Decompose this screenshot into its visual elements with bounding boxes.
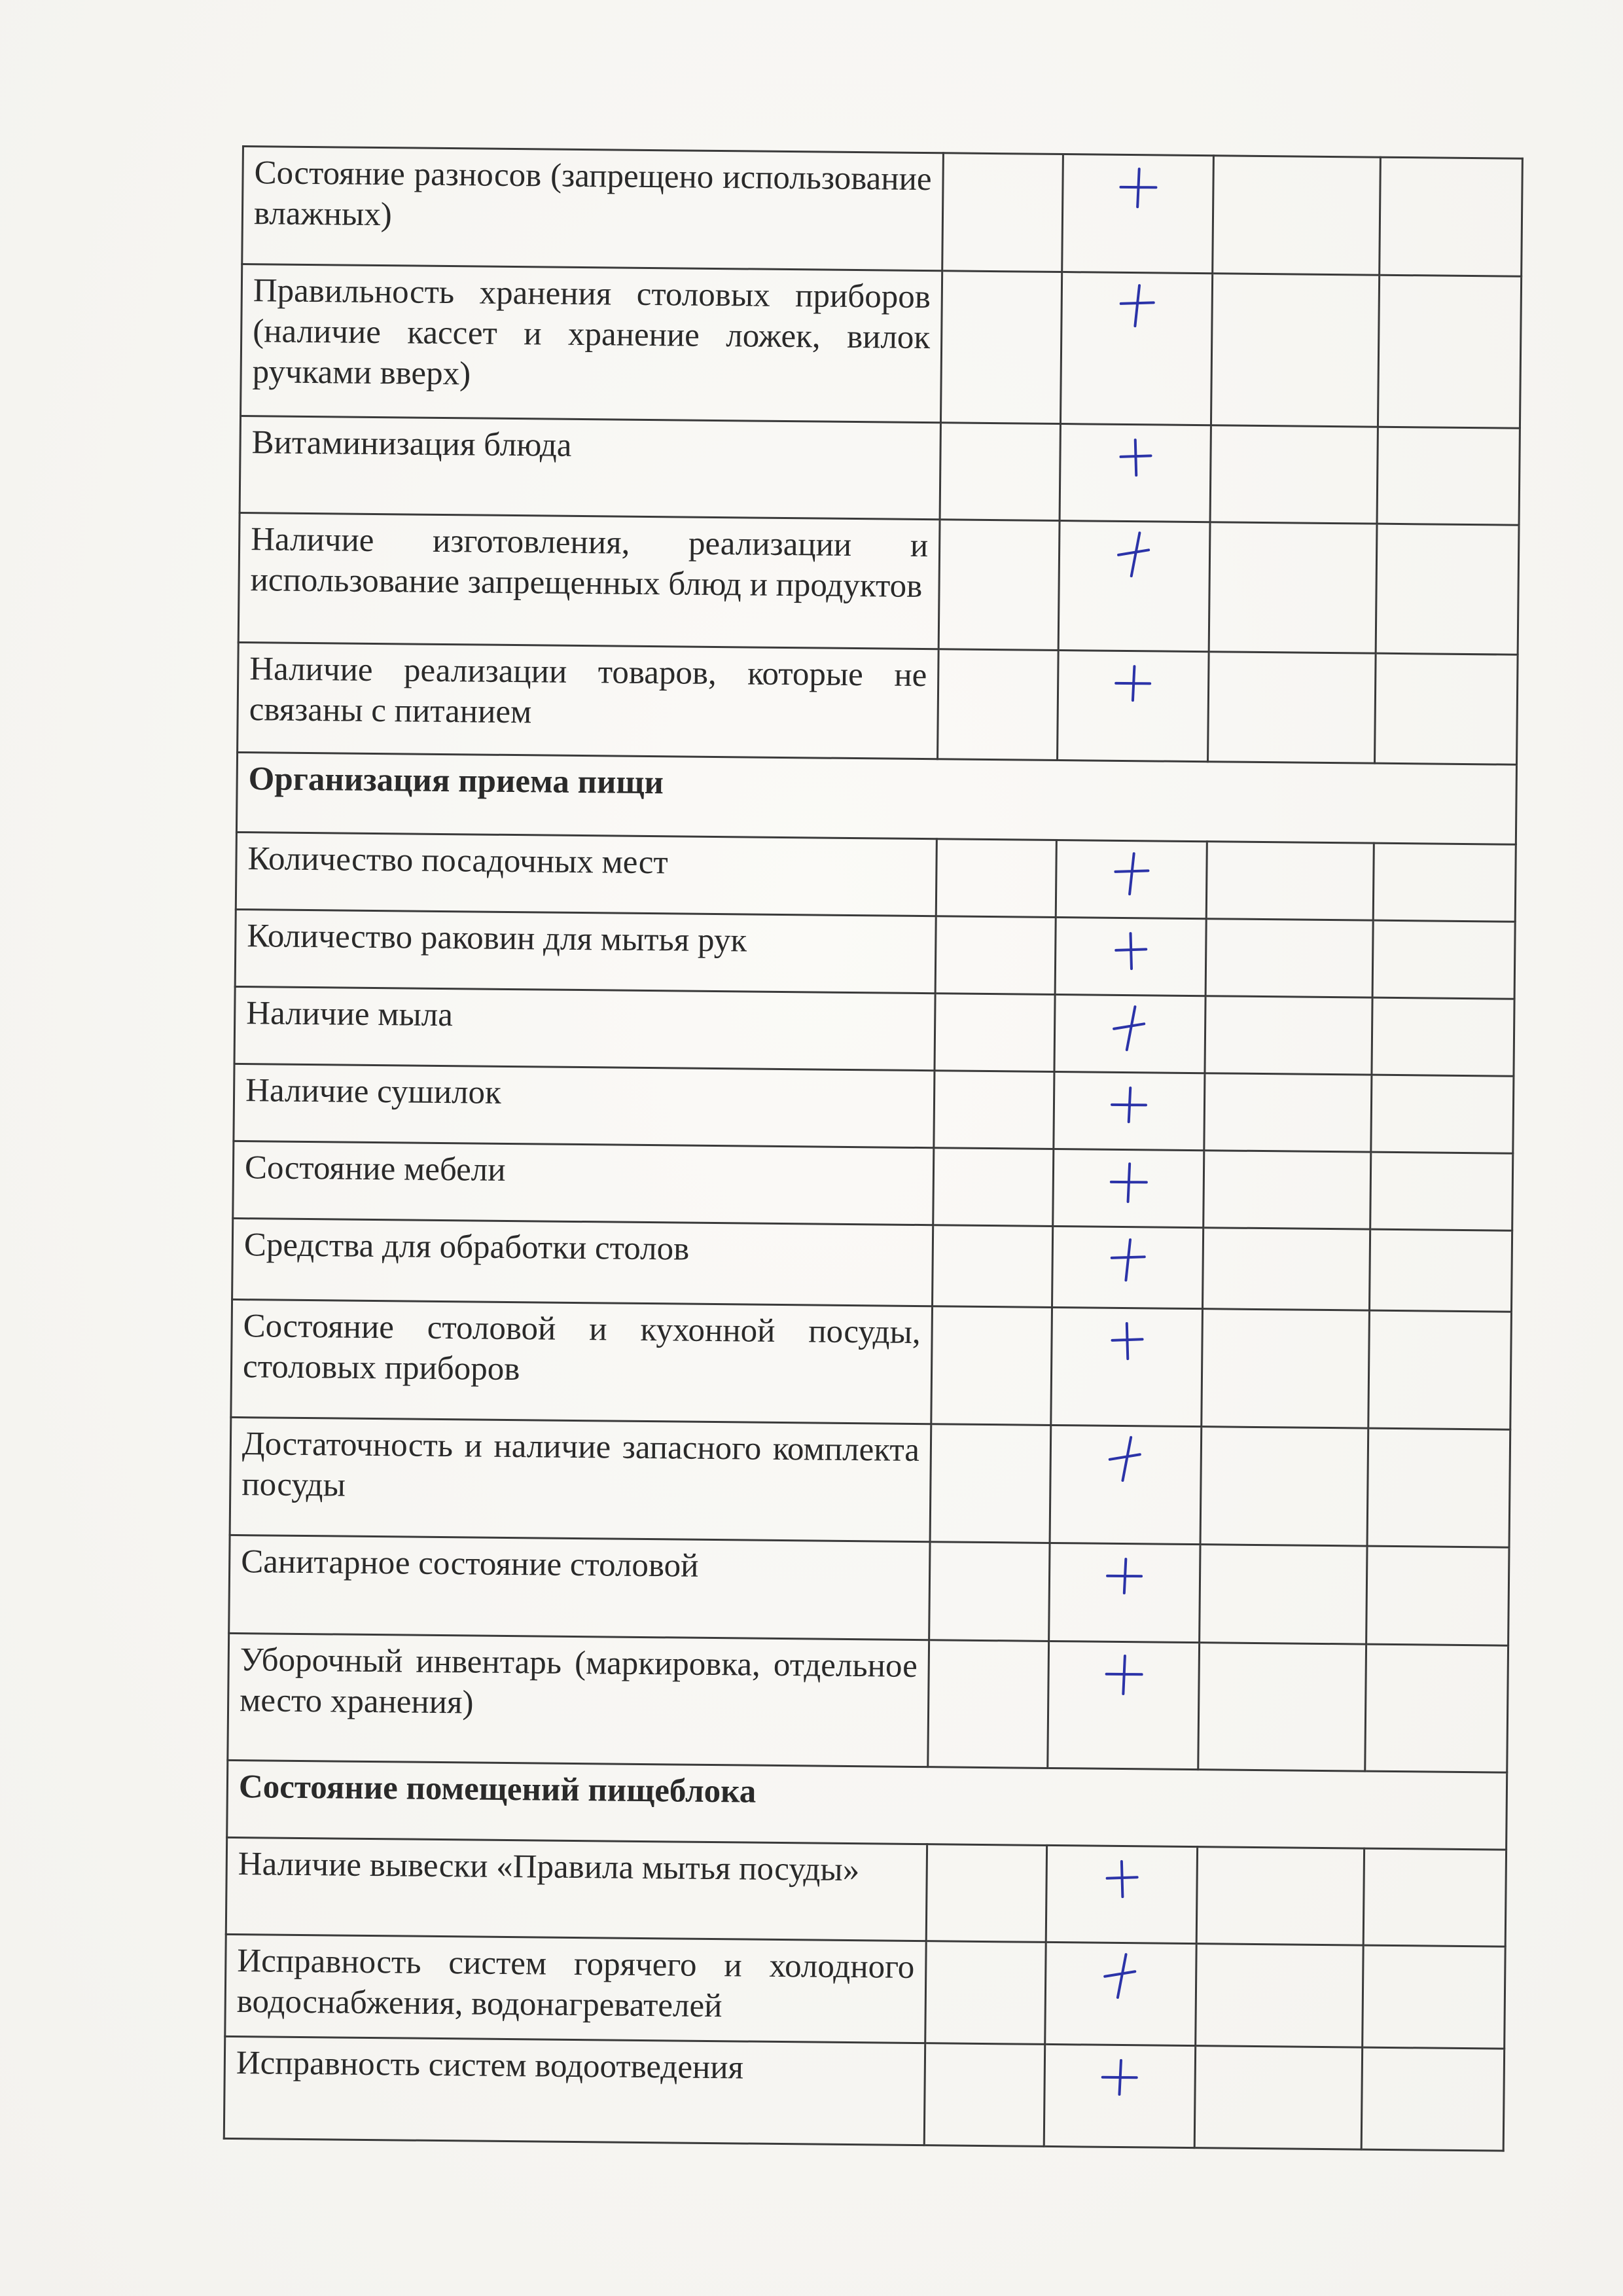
compliance-mark-cell — [1046, 1845, 1197, 1943]
criterion-text: Санитарное состояние столовой — [229, 1535, 930, 1640]
checklist-row — [226, 1837, 1506, 1946]
empty-cell — [1378, 275, 1521, 428]
criterion-text: Наличие реализации товаров, которые не связаны с питанием — [238, 642, 939, 759]
criterion-text: Исправность систем водоотведения — [224, 2036, 925, 2145]
criterion-text: Уборочный инвентарь (маркировка, отдельное место хранения) — [228, 1633, 929, 1767]
empty-cell — [1204, 1073, 1372, 1152]
handwritten-plus-mark — [1097, 2051, 1143, 2104]
checklist-row — [225, 1934, 1505, 2049]
criterion-text: Состояние разносов (запрещено использование влажных) — [242, 147, 944, 271]
criterion-text: Витаминизация блюда — [240, 416, 940, 519]
criterion-text: Наличие вывески «Правила мытья посуды» — [226, 1837, 927, 1941]
section-row — [236, 752, 1516, 844]
empty-cell — [1372, 997, 1514, 1076]
empty-cell — [1370, 1152, 1513, 1230]
compliance-mark-cell — [1053, 1149, 1204, 1227]
empty-cell — [1367, 1428, 1510, 1547]
checklist-row — [234, 986, 1514, 1076]
empty-cell — [940, 423, 1060, 521]
empty-cell — [1209, 522, 1377, 653]
compliance-mark-cell — [1044, 2044, 1195, 2147]
compliance-mark-cell — [1051, 1307, 1203, 1426]
criterion-text: Количество раковин для мытья рук — [235, 909, 936, 993]
empty-cell — [936, 839, 1056, 918]
compliance-mark-cell — [1060, 272, 1212, 425]
handwritten-plus-mark — [1113, 431, 1159, 484]
empty-cell — [1205, 919, 1373, 997]
compliance-mark-cell — [1049, 1543, 1200, 1642]
empty-cell — [925, 1941, 1046, 2045]
handwritten-plus-mark — [1101, 1648, 1147, 1701]
compliance-mark-cell — [1054, 1071, 1205, 1150]
compliance-mark-cell — [1048, 1641, 1200, 1769]
empty-cell — [933, 1148, 1054, 1227]
checklist-row — [242, 147, 1523, 277]
empty-cell — [1196, 1847, 1364, 1945]
inspection-checklist-table — [223, 145, 1524, 2152]
empty-cell — [1208, 652, 1376, 763]
empty-cell — [934, 1071, 1054, 1149]
empty-cell — [935, 994, 1055, 1072]
empty-cell — [1372, 920, 1515, 999]
checklist-row — [235, 909, 1515, 999]
handwritten-plus-mark — [1101, 1550, 1148, 1603]
empty-cell — [1368, 1310, 1512, 1429]
empty-cell — [1203, 1228, 1370, 1310]
empty-cell — [1205, 996, 1372, 1075]
handwritten-plus-mark — [1106, 1079, 1152, 1132]
section-row — [227, 1760, 1507, 1850]
empty-cell — [1200, 1545, 1367, 1644]
empty-cell — [933, 1225, 1053, 1308]
compliance-mark-cell — [1050, 1425, 1202, 1544]
compliance-mark-cell — [1054, 994, 1205, 1073]
empty-cell — [1194, 2046, 1362, 2149]
handwritten-plus-mark — [1114, 279, 1160, 332]
handwritten-plus-mark — [1111, 528, 1158, 581]
empty-cell — [1363, 1945, 1505, 2049]
checklist-row — [233, 1141, 1513, 1230]
handwritten-plus-mark — [1097, 1949, 1144, 2002]
empty-cell — [929, 1542, 1050, 1641]
criterion-text: Состояние мебели — [233, 1141, 934, 1225]
criterion-text: Исправность систем горячего и холодного водоснабжения, водонагревателей — [225, 1934, 926, 2043]
handwritten-plus-mark — [1110, 657, 1156, 710]
criterion-text: Состояние столовой и кухонной посуды, столовых приборов — [231, 1299, 933, 1424]
empty-cell — [1200, 1427, 1368, 1546]
empty-cell — [1206, 842, 1374, 920]
checklist-row — [229, 1535, 1509, 1645]
empty-cell — [1366, 1546, 1509, 1645]
checklist-row — [236, 832, 1516, 922]
compliance-mark-cell — [1058, 651, 1209, 762]
handwritten-plus-mark — [1104, 1314, 1150, 1367]
checklist-row — [241, 264, 1522, 429]
criterion-text: Достаточность и наличие запасного комплекта посуды — [230, 1417, 931, 1541]
empty-cell — [938, 649, 1059, 761]
criterion-text: Наличие изготовления, реализации и использование запрещенных блюд и продуктов — [238, 512, 940, 649]
empty-cell — [1198, 1643, 1366, 1771]
empty-cell — [1365, 1644, 1508, 1772]
checklist-row — [228, 1633, 1508, 1772]
empty-cell — [1213, 156, 1381, 275]
empty-cell — [935, 916, 1056, 995]
checklist-row — [230, 1417, 1510, 1547]
section-heading: Состояние помещений пищеблока — [227, 1760, 1507, 1850]
empty-cell — [1373, 843, 1516, 922]
empty-cell — [930, 1424, 1051, 1543]
checklist-row — [238, 642, 1518, 764]
criterion-text: Правильность хранения столовых приборов (наличие кассет и хранение ложек, вилок ручками вверх) — [241, 264, 942, 423]
checklist-row — [240, 416, 1520, 525]
criterion-text: Наличие мыла — [234, 986, 935, 1070]
empty-cell — [1376, 524, 1519, 655]
handwritten-plus-mark — [1109, 847, 1155, 900]
checklist-row — [224, 2036, 1504, 2151]
handwritten-plus-mark — [1105, 1233, 1151, 1286]
compliance-mark-cell — [1045, 1942, 1196, 2045]
section-heading: Организация приема пищи — [236, 752, 1516, 844]
compliance-mark-cell — [1055, 917, 1206, 996]
empty-cell — [1375, 653, 1518, 764]
handwritten-plus-mark — [1105, 1156, 1152, 1209]
empty-cell — [1369, 1229, 1512, 1312]
empty-cell — [1204, 1151, 1371, 1229]
empty-cell — [924, 2043, 1044, 2147]
checklist-row — [231, 1299, 1512, 1429]
handwritten-plus-mark — [1115, 161, 1162, 214]
checklist-row — [234, 1064, 1514, 1153]
handwritten-plus-mark — [1103, 1432, 1149, 1485]
handwritten-plus-mark — [1107, 924, 1154, 977]
criterion-text: Наличие сушилок — [234, 1064, 935, 1147]
empty-cell — [940, 271, 1061, 424]
compliance-mark-cell — [1058, 521, 1210, 652]
empty-cell — [1196, 1944, 1363, 2047]
empty-cell — [1361, 2047, 1504, 2151]
handwritten-plus-mark — [1099, 1852, 1145, 1905]
compliance-mark-cell — [1056, 840, 1207, 918]
empty-cell — [942, 153, 1063, 272]
criterion-text: Средства для обработки столов — [232, 1218, 933, 1306]
empty-cell — [1371, 1075, 1514, 1153]
empty-cell — [1380, 157, 1523, 276]
checklist-row — [232, 1218, 1512, 1312]
compliance-mark-cell — [1062, 154, 1214, 274]
empty-cell — [926, 1844, 1046, 1943]
empty-cell — [938, 520, 1060, 651]
empty-cell — [1210, 425, 1378, 524]
empty-cell — [928, 1640, 1049, 1768]
compliance-mark-cell — [1052, 1226, 1204, 1308]
handwritten-plus-mark — [1107, 1001, 1153, 1054]
checklist-row — [238, 512, 1519, 655]
compliance-mark-cell — [1060, 424, 1211, 522]
empty-cell — [1211, 274, 1379, 427]
empty-cell — [1363, 1848, 1506, 1946]
empty-cell — [1377, 427, 1520, 525]
empty-cell — [1202, 1309, 1370, 1428]
empty-cell — [931, 1306, 1052, 1426]
criterion-text: Количество посадочных мест — [236, 832, 936, 916]
